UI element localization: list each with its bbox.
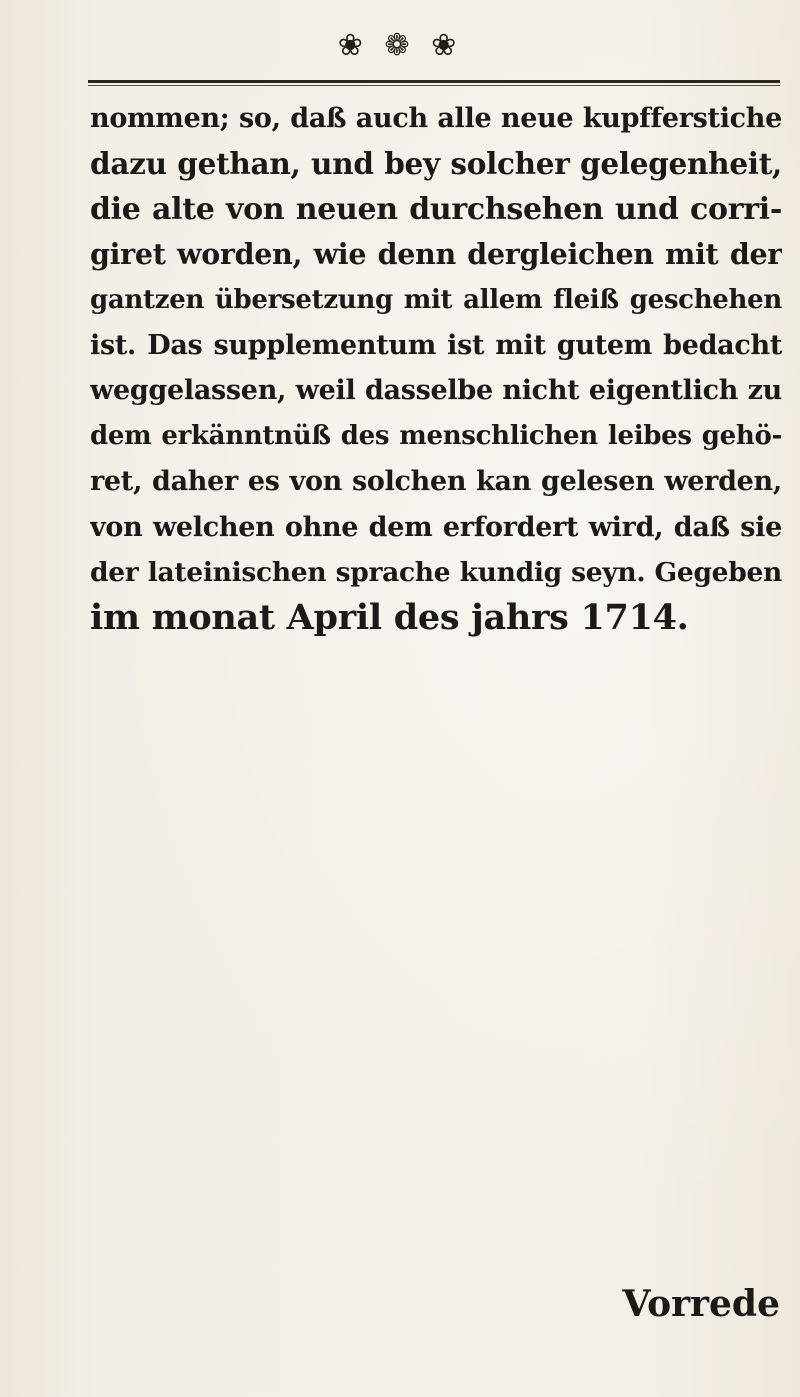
text-line: von welchen ohne dem erfordert wird, daß sie bbox=[90, 511, 782, 543]
text-line: weggelassen, weil dasselbe nicht eigentlich zu bbox=[90, 375, 782, 407]
text-line: nommen; so, daß auch alle neue kupfferstiche bbox=[90, 103, 782, 134]
text-line: giret worden, wie denn dergleichen mit der bbox=[90, 237, 782, 272]
text-line: gantzen übersetzung mit allem fleiß geschehen bbox=[90, 284, 782, 315]
text-line: im monat April des jahrs 1714. bbox=[90, 597, 689, 639]
catchword: Vorrede bbox=[622, 1283, 780, 1325]
text-line: ist. Das supplementum ist mit gutem bedacht bbox=[90, 330, 782, 362]
header-rule-thin bbox=[88, 85, 780, 86]
text-line: der lateinischen sprache kundig seyn. Gegeben bbox=[90, 557, 782, 589]
text-line: ret, daher es von solchen kan gelesen werden, bbox=[90, 466, 782, 498]
header-ornament: ❀ ❁ ❀ bbox=[337, 28, 463, 63]
text-line: dazu gethan, und bey solcher gelegenheit, bbox=[90, 146, 782, 182]
page-body-text bbox=[90, 96, 782, 641]
text-line: dem erkänntnüß des menschlichen leibes gehö- bbox=[90, 420, 782, 451]
header-rule bbox=[88, 80, 780, 83]
text-line: die alte von neuen durchsehen und corri- bbox=[90, 191, 782, 227]
